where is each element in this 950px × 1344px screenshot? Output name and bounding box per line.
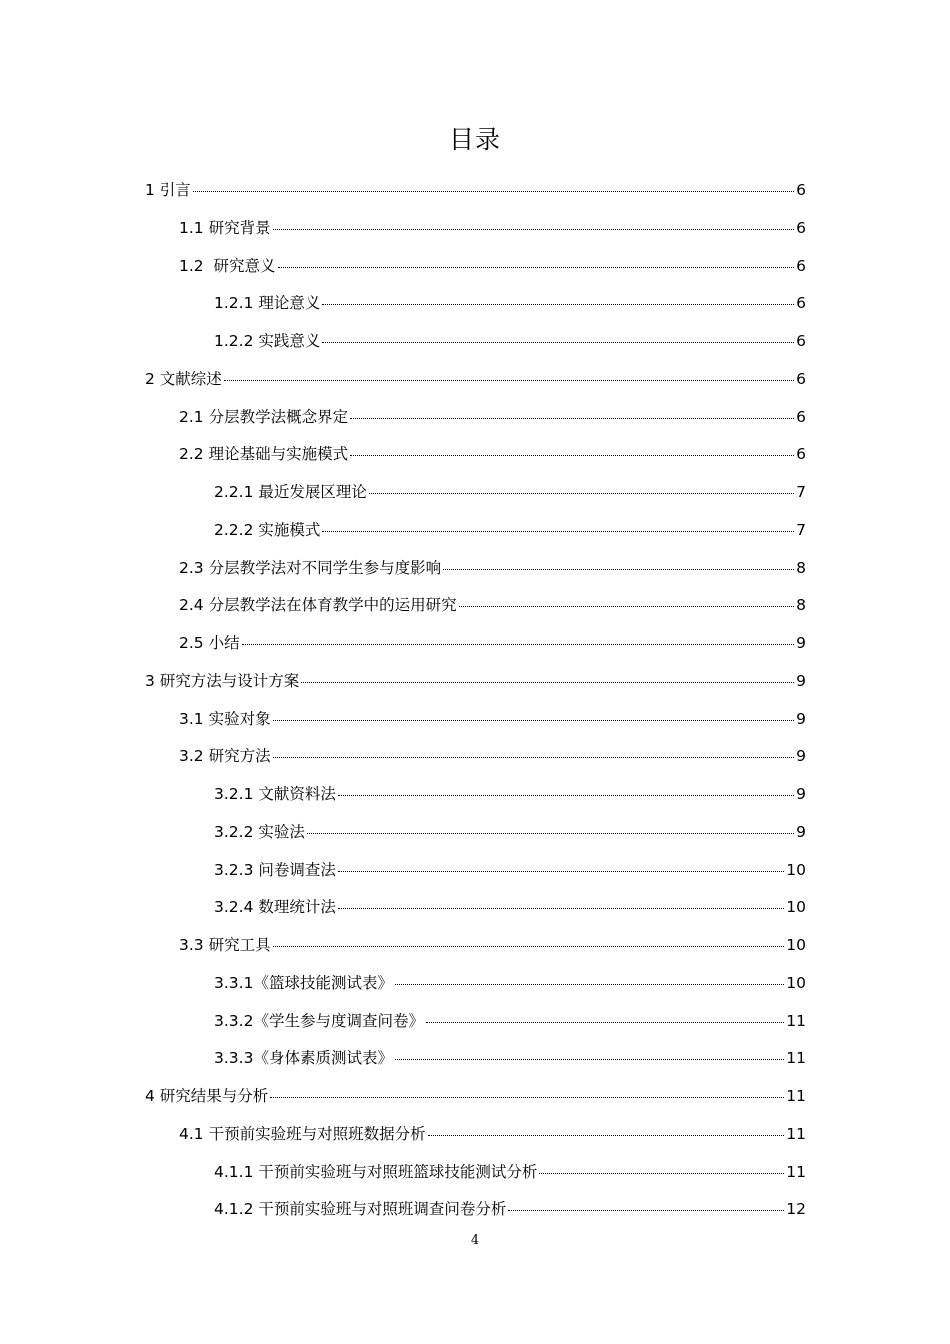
toc-entry[interactable] <box>179 737 806 775</box>
toc-entry-label: 3.2.4 数理统计法 <box>214 898 336 917</box>
toc-entry-page: 6 <box>796 332 806 350</box>
toc-entry-label: 4.1 干预前实验班与对照班数据分析 <box>179 1124 426 1143</box>
toc-entry[interactable] <box>179 624 806 662</box>
toc-entry-page: 8 <box>796 596 806 615</box>
toc-entry-label: 3.2.2 实验法 <box>214 822 305 841</box>
toc-entry-label: 3.3.2《学生参与度调查问卷》 <box>214 1011 424 1030</box>
table-of-contents <box>0 171 950 1228</box>
page-title: 目录 <box>448 125 501 154</box>
toc-entry-page: 6 <box>796 256 806 275</box>
toc-entry-label: 3.3.3《身体素质测试表》 <box>214 1049 393 1068</box>
dot-leader <box>508 1210 784 1211</box>
toc-entry-label: 3.2.3 问卷调查法 <box>214 860 336 879</box>
toc-entry[interactable] <box>214 1002 806 1040</box>
toc-entry[interactable] <box>214 1153 806 1191</box>
page-number: 4 <box>470 1233 480 1248</box>
toc-entry-page: 9 <box>796 822 806 841</box>
dot-leader <box>350 418 794 419</box>
toc-entry-page: 6 <box>796 218 806 237</box>
toc-entry[interactable] <box>179 586 806 624</box>
toc-entry-label: 3.2 研究方法 <box>179 747 271 766</box>
toc-entry-label: 1.2.2 实践意义 <box>214 332 321 350</box>
toc-entry[interactable] <box>145 171 806 209</box>
toc-entry-page: 9 <box>796 634 806 652</box>
toc-entry-page: 10 <box>786 973 806 992</box>
toc-entry-page: 11 <box>786 1087 806 1105</box>
toc-entry[interactable] <box>214 888 806 926</box>
toc-entry[interactable] <box>179 700 806 738</box>
dot-leader <box>322 304 794 305</box>
toc-entry[interactable] <box>214 851 806 889</box>
toc-entry[interactable] <box>145 662 806 700</box>
toc-entry[interactable] <box>179 549 806 587</box>
toc-entry[interactable] <box>145 1077 806 1115</box>
toc-entry[interactable] <box>179 1115 806 1153</box>
toc-entry-page: 11 <box>786 1011 806 1030</box>
toc-entry-label: 2.3 分层教学法对不同学生参与度影响 <box>179 558 442 577</box>
toc-entry[interactable] <box>214 322 806 360</box>
toc-entry-label: 3.1 实验对象 <box>179 709 271 728</box>
toc-entry-label: 2.2.2 实施模式 <box>214 520 321 539</box>
toc-entry-page: 7 <box>796 520 806 539</box>
toc-entry-page: 7 <box>796 483 806 501</box>
toc-entry-page: 11 <box>786 1162 806 1181</box>
dot-leader <box>338 795 794 796</box>
dot-leader <box>350 455 794 456</box>
toc-entry[interactable] <box>214 813 806 851</box>
dot-leader <box>338 871 784 872</box>
toc-entry-page: 10 <box>786 860 806 879</box>
toc-entry[interactable] <box>214 775 806 813</box>
dot-leader <box>273 720 795 721</box>
dot-leader <box>338 908 784 909</box>
toc-entry-label: 1.2.1 理论意义 <box>214 294 321 313</box>
toc-entry-page: 11 <box>786 1124 806 1143</box>
toc-entry-label: 1.1 研究背景 <box>179 218 271 237</box>
toc-entry-label: 3.2.1 文献资料法 <box>214 785 336 803</box>
dot-leader <box>242 644 795 645</box>
toc-entry-page: 6 <box>796 369 806 388</box>
toc-entry-label: 1 引言 <box>145 181 191 199</box>
dot-leader <box>426 1022 784 1023</box>
toc-entry-page: 12 <box>786 1200 806 1219</box>
toc-entry-label: 4.1.1 干预前实验班与对照班篮球技能测试分析 <box>214 1162 538 1181</box>
toc-entry-label: 1.2 研究意义 <box>179 256 276 275</box>
dot-leader <box>301 682 794 683</box>
dot-leader <box>322 531 794 532</box>
dot-leader <box>428 1135 785 1136</box>
toc-entry-label: 3.3 研究工具 <box>179 936 271 954</box>
dot-leader <box>459 606 795 607</box>
toc-entry[interactable] <box>179 398 806 436</box>
toc-entry-label: 3.3.1《篮球技能测试表》 <box>214 973 393 992</box>
toc-entry[interactable] <box>214 1190 806 1228</box>
toc-entry-label: 4 研究结果与分析 <box>145 1087 269 1105</box>
toc-entry-page: 11 <box>786 1049 806 1068</box>
toc-entry[interactable] <box>145 360 806 398</box>
toc-entry-page: 6 <box>796 181 806 199</box>
toc-entry-label: 2.1 分层教学法概念界定 <box>179 407 349 426</box>
dot-leader <box>539 1173 784 1174</box>
toc-entry-page: 6 <box>796 445 806 464</box>
toc-entry-label: 2.4 分层教学法在体育教学中的运用研究 <box>179 596 457 615</box>
toc-entry[interactable] <box>214 511 806 549</box>
dot-leader <box>273 946 785 947</box>
toc-entry-label: 4.1.2 干预前实验班与对照班调查问卷分析 <box>214 1200 507 1219</box>
toc-entry[interactable] <box>214 473 806 511</box>
toc-entry[interactable] <box>214 964 806 1002</box>
dot-leader <box>395 984 784 985</box>
toc-entry-label: 2.5 小结 <box>179 634 240 652</box>
toc-entry[interactable] <box>179 209 806 247</box>
dot-leader <box>270 1097 784 1098</box>
dot-leader <box>193 191 794 192</box>
toc-entry-page: 10 <box>786 936 806 954</box>
toc-entry[interactable] <box>179 435 806 473</box>
dot-leader <box>273 229 795 230</box>
toc-entry-page: 8 <box>796 558 806 577</box>
dot-leader <box>395 1059 784 1060</box>
toc-entry-label: 3 研究方法与设计方案 <box>145 671 300 690</box>
toc-entry-page: 9 <box>796 671 806 690</box>
dot-leader <box>307 833 794 834</box>
dot-leader <box>369 493 794 494</box>
dot-leader <box>224 380 794 381</box>
toc-entry-label: 2 文献综述 <box>145 369 222 388</box>
toc-entry[interactable] <box>179 247 806 285</box>
toc-entry-label: 2.2.1 最近发展区理论 <box>214 483 367 501</box>
toc-entry-page: 9 <box>796 747 806 766</box>
dot-leader <box>322 342 794 343</box>
toc-entry-label: 2.2 理论基础与实施模式 <box>179 445 349 464</box>
toc-entry[interactable] <box>214 1039 806 1077</box>
toc-entry-page: 10 <box>786 898 806 917</box>
dot-leader <box>443 569 794 570</box>
toc-entry-page: 9 <box>796 709 806 728</box>
toc-entry[interactable] <box>214 284 806 322</box>
dot-leader <box>273 757 795 758</box>
toc-entry-page: 6 <box>796 294 806 313</box>
toc-entry-page: 9 <box>796 785 806 803</box>
dot-leader <box>278 267 795 268</box>
toc-entry[interactable] <box>179 926 806 964</box>
toc-entry-page: 6 <box>796 407 806 426</box>
